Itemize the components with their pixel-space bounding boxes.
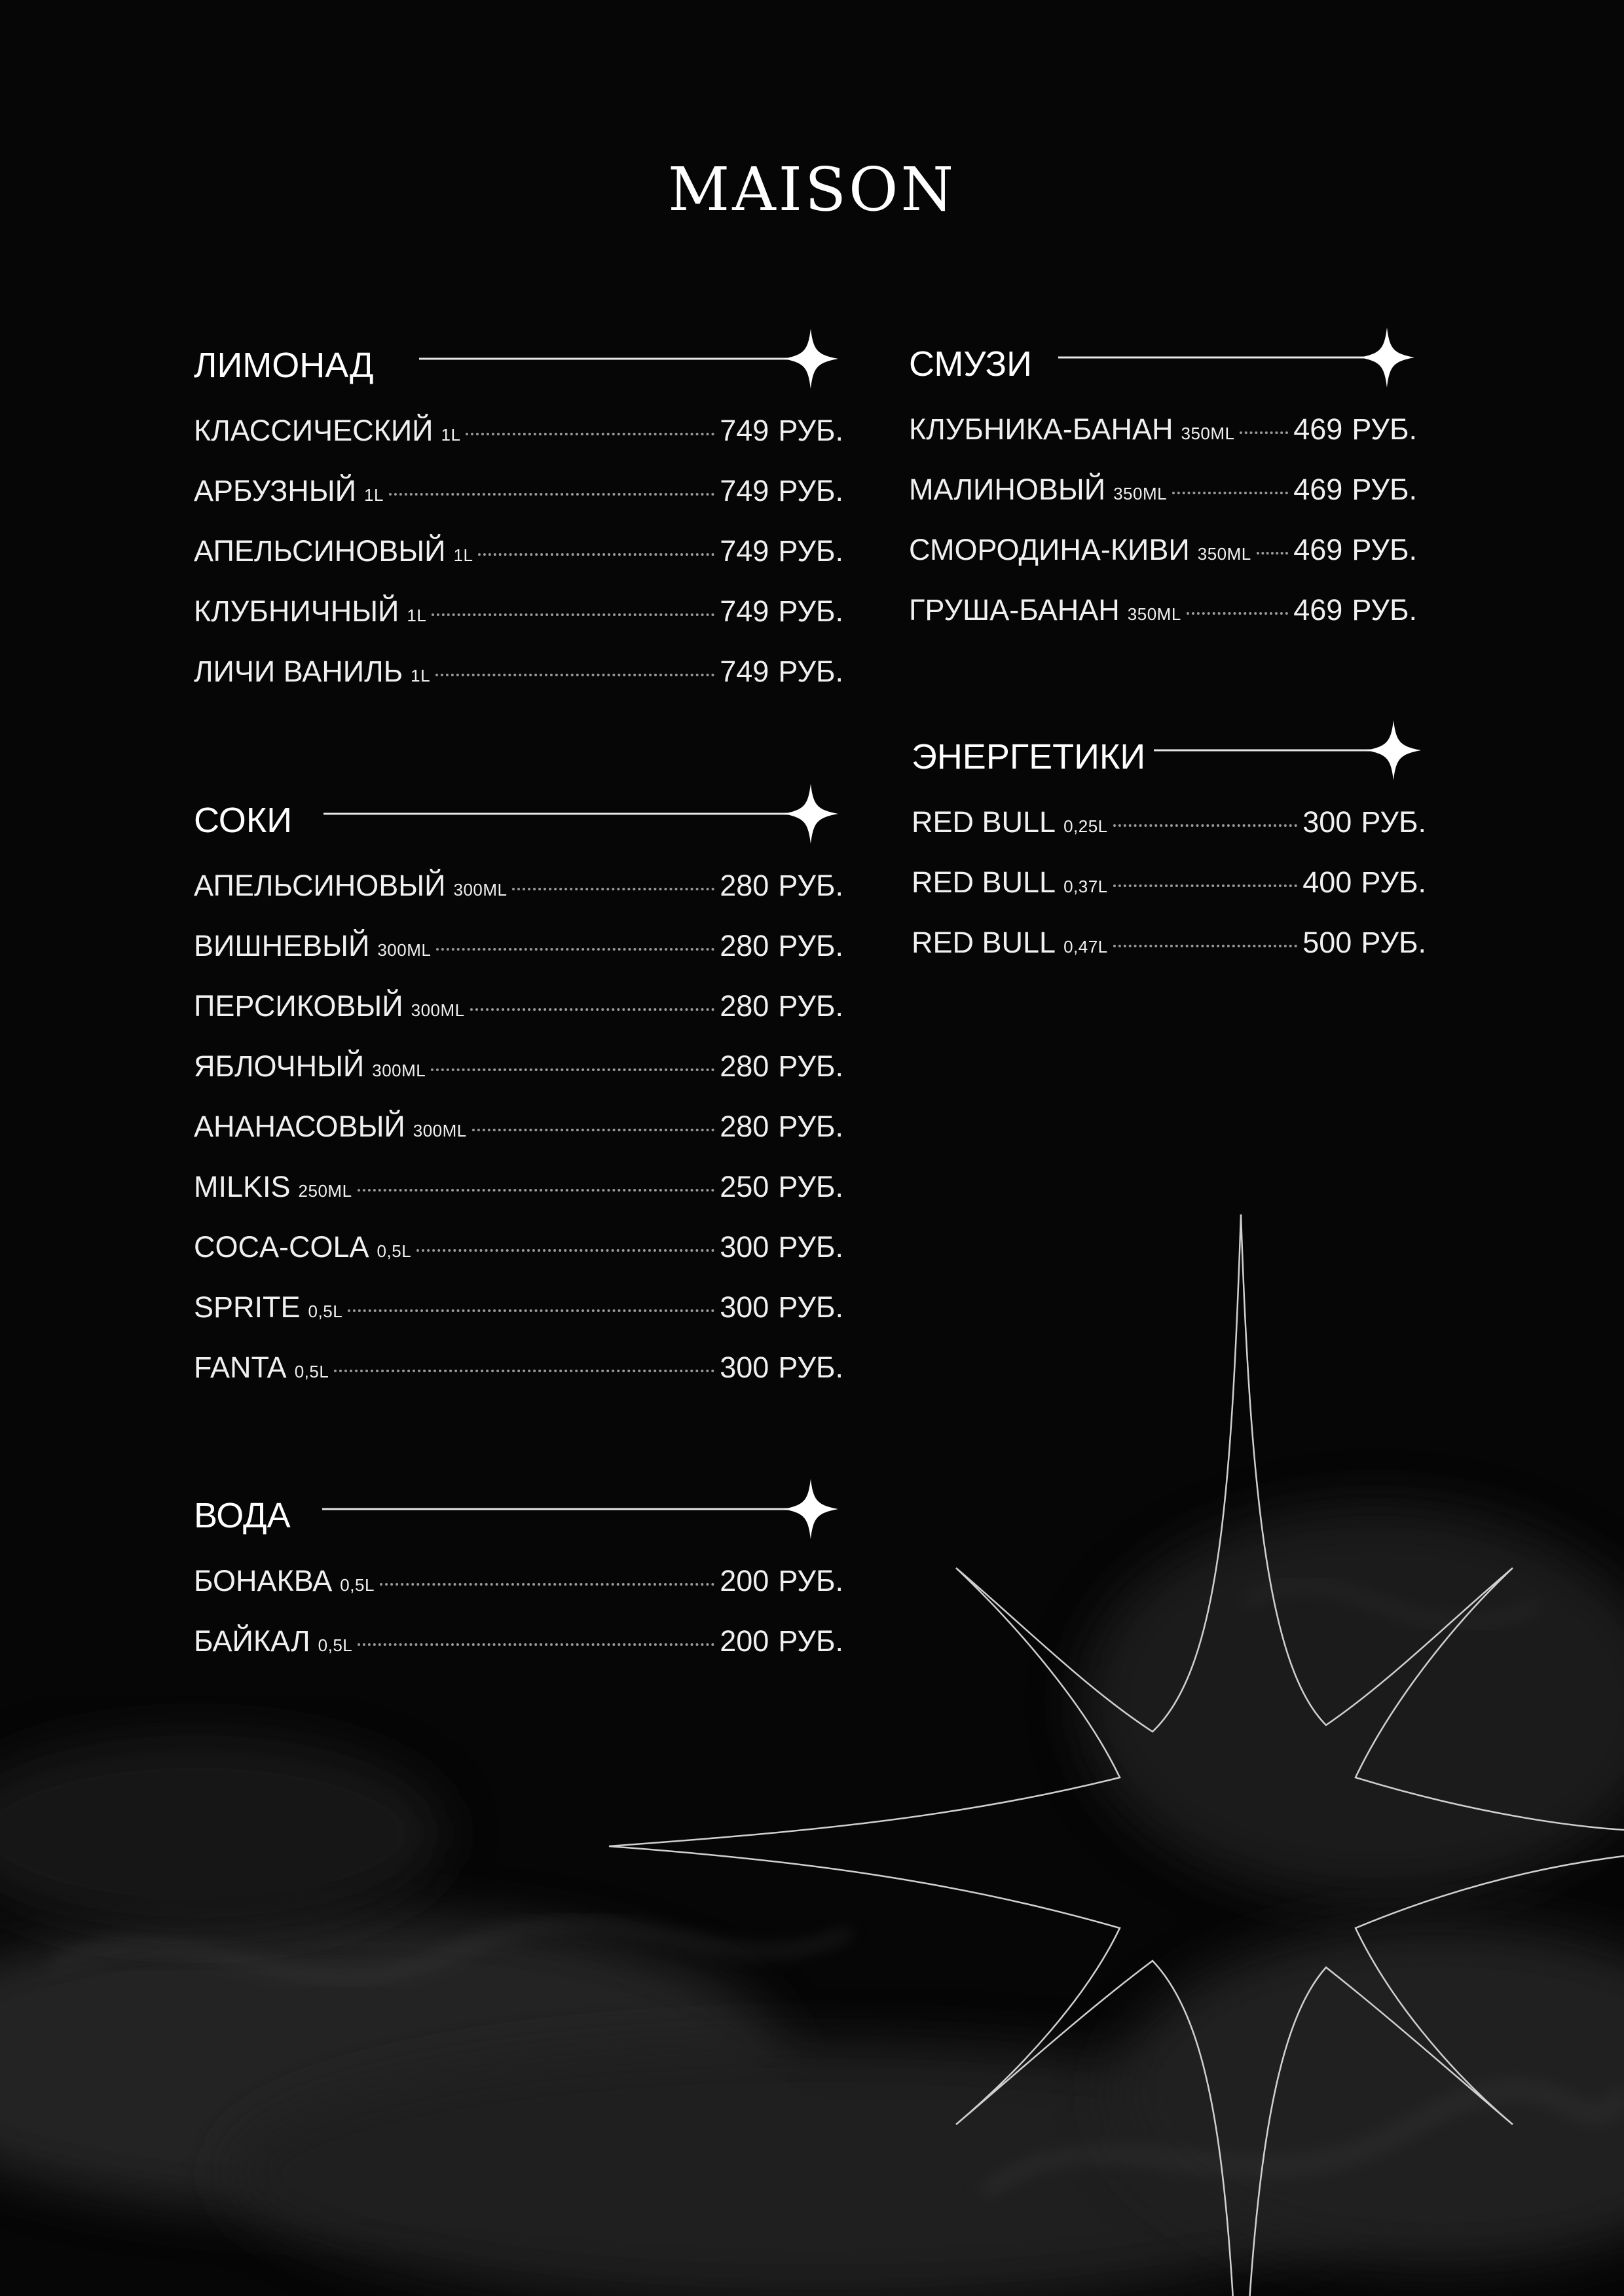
item-price: 280 — [720, 1049, 769, 1083]
item-name: БОНАКВА — [194, 1564, 333, 1597]
item-name: SPRITE — [194, 1290, 301, 1324]
item-volume: 0,47L — [1063, 937, 1108, 957]
item-price: 500 — [1302, 926, 1352, 959]
item-volume: 0,5L — [340, 1575, 375, 1595]
item-currency: РУБ. — [1352, 412, 1417, 446]
item-currency: РУБ. — [778, 1351, 843, 1384]
dot-leader — [1257, 549, 1288, 555]
item-currency: РУБ. — [1361, 926, 1426, 959]
dot-leader — [416, 1247, 714, 1252]
item-price: 200 — [720, 1624, 769, 1658]
dot-leader — [358, 1186, 715, 1192]
menu-item — [194, 1622, 843, 1682]
item-currency: РУБ. — [778, 414, 843, 447]
item-currency: РУБ. — [1352, 593, 1417, 627]
item-price: 300 — [1302, 805, 1352, 839]
item-currency: РУБ. — [778, 869, 843, 902]
item-price: 300 — [720, 1290, 769, 1324]
item-name: СМОРОДИНА-КИВИ — [909, 533, 1190, 566]
item-volume: 300ML — [372, 1061, 426, 1080]
item-volume: 1L — [407, 606, 427, 625]
item-currency: РУБ. — [778, 1624, 843, 1658]
item-price: 469 — [1293, 533, 1343, 566]
item-price: 749 — [720, 414, 769, 447]
menu-item — [194, 987, 843, 1047]
item-volume: 300ML — [453, 880, 507, 900]
menu-item — [194, 652, 843, 712]
item-name: АНАНАСОВЫЙ — [194, 1110, 405, 1143]
menu-item — [194, 1107, 843, 1167]
item-currency: РУБ. — [778, 655, 843, 688]
item-name: ГРУША-БАНАН — [909, 593, 1120, 627]
menu-item — [194, 471, 843, 532]
item-name: ЛИЧИ ВАНИЛЬ — [194, 655, 403, 688]
item-name: КЛАССИЧЕСКИЙ — [194, 414, 434, 447]
brand-logo: MAISON — [668, 155, 956, 225]
item-volume: 350ML — [1197, 544, 1251, 564]
item-volume: 0,5L — [294, 1362, 329, 1381]
item-currency: РУБ. — [1361, 866, 1426, 899]
item-list — [194, 866, 843, 1408]
item-volume: 0,5L — [318, 1635, 353, 1655]
menu-item — [194, 1228, 843, 1288]
section-juices — [194, 788, 843, 1408]
menu-item — [912, 923, 1426, 983]
item-price: 469 — [1293, 412, 1343, 446]
menu-item — [194, 1167, 843, 1228]
item-price: 469 — [1293, 473, 1343, 506]
dot-leader — [389, 490, 714, 496]
item-list — [194, 1561, 843, 1682]
item-currency: РУБ. — [778, 929, 843, 962]
dot-leader — [436, 945, 714, 951]
item-price: 469 — [1293, 593, 1343, 627]
item-currency: РУБ. — [1352, 473, 1417, 506]
item-currency: РУБ. — [778, 1170, 843, 1203]
dot-leader — [348, 1307, 714, 1312]
item-name: БАЙКАЛ — [194, 1624, 310, 1658]
item-name: COCA-COLA — [194, 1230, 369, 1264]
section-energy-drinks — [912, 724, 1426, 983]
item-list — [909, 410, 1417, 651]
item-volume: 0,5L — [308, 1302, 343, 1321]
dot-leader — [435, 671, 714, 676]
item-currency: РУБ. — [1352, 533, 1417, 566]
dot-leader — [472, 1126, 714, 1131]
section-smoothies — [909, 331, 1417, 651]
dot-leader — [512, 885, 714, 890]
item-name: ПЕРСИКОВЫЙ — [194, 989, 403, 1023]
menu-item — [909, 591, 1417, 651]
item-price: 200 — [720, 1564, 769, 1597]
item-name: АПЕЛЬСИНОВЫЙ — [194, 534, 446, 568]
item-name: АРБУЗНЫЙ — [194, 474, 356, 507]
dot-leader — [334, 1367, 714, 1372]
item-volume: 1L — [453, 545, 473, 565]
item-currency: РУБ. — [778, 1110, 843, 1143]
item-currency: РУБ. — [778, 1230, 843, 1264]
dot-leader — [470, 1006, 715, 1011]
item-volume: 0,37L — [1063, 877, 1108, 896]
item-name: RED BULL — [912, 926, 1056, 959]
item-volume: 0,25L — [1063, 816, 1108, 836]
item-volume: 1L — [363, 485, 384, 505]
item-list — [912, 803, 1426, 983]
dot-leader — [380, 1580, 714, 1586]
item-volume: 350ML — [1181, 424, 1235, 443]
dot-leader — [1113, 882, 1298, 887]
dot-leader — [1187, 610, 1288, 615]
menu-item — [194, 1561, 843, 1622]
dot-leader — [1113, 822, 1298, 827]
item-currency: РУБ. — [778, 1049, 843, 1083]
item-price: 749 — [720, 474, 769, 507]
item-volume: 0,5L — [377, 1241, 412, 1261]
item-currency: РУБ. — [778, 1564, 843, 1597]
item-price: 280 — [720, 989, 769, 1023]
dot-leader — [431, 1066, 714, 1071]
item-volume: 250ML — [298, 1181, 352, 1201]
item-price: 280 — [720, 869, 769, 902]
dot-leader — [358, 1641, 714, 1646]
menu-item — [909, 410, 1417, 470]
item-currency: РУБ. — [1361, 805, 1426, 839]
item-name: MILKIS — [194, 1170, 291, 1203]
item-name: ЯБЛОЧНЫЙ — [194, 1049, 365, 1083]
item-price: 300 — [720, 1351, 769, 1384]
menu-item — [194, 592, 843, 652]
item-name: RED BULL — [912, 805, 1056, 839]
menu-item — [909, 530, 1417, 591]
item-price: 300 — [720, 1230, 769, 1264]
section-title: СОКИ — [194, 801, 293, 840]
item-currency: РУБ. — [778, 474, 843, 507]
item-currency: РУБ. — [778, 534, 843, 568]
item-volume: 350ML — [1113, 484, 1168, 503]
item-currency: РУБ. — [778, 594, 843, 628]
section-title: ЭНЕРГЕТИКИ — [912, 737, 1146, 776]
item-volume: 350ML — [1127, 604, 1181, 624]
section-lemonade — [194, 333, 843, 712]
item-price: 749 — [720, 534, 769, 568]
item-price: 749 — [720, 594, 769, 628]
menu-item — [194, 1047, 843, 1107]
item-name: КЛУБНИКА-БАНАН — [909, 412, 1173, 446]
menu-item — [194, 1288, 843, 1348]
menu-item — [194, 411, 843, 471]
item-price: 400 — [1302, 866, 1352, 899]
item-volume: 300ML — [411, 1000, 465, 1020]
menu-item — [912, 803, 1426, 863]
dot-leader — [1172, 489, 1288, 494]
section-title: ВОДА — [194, 1496, 291, 1535]
dot-leader — [1240, 429, 1288, 434]
dot-leader — [1113, 942, 1298, 947]
item-list — [194, 411, 843, 712]
dot-leader — [466, 430, 714, 435]
item-volume: 300ML — [413, 1121, 467, 1140]
item-price: 749 — [720, 655, 769, 688]
item-name: АПЕЛЬСИНОВЫЙ — [194, 869, 446, 902]
menu-item — [194, 866, 843, 926]
item-price: 280 — [720, 929, 769, 962]
menu-item — [909, 470, 1417, 530]
item-currency: РУБ. — [778, 1290, 843, 1324]
item-price: 250 — [720, 1170, 769, 1203]
item-volume: 300ML — [377, 940, 432, 960]
section-title: ЛИМОНАД — [194, 346, 374, 385]
menu-item — [912, 863, 1426, 923]
dot-leader — [432, 611, 714, 616]
item-name: FANTA — [194, 1351, 287, 1384]
item-price: 280 — [720, 1110, 769, 1143]
item-name: КЛУБНИЧНЫЙ — [194, 594, 399, 628]
section-water — [194, 1483, 843, 1682]
menu-item — [194, 1348, 843, 1408]
item-currency: РУБ. — [778, 989, 843, 1023]
item-name: RED BULL — [912, 866, 1056, 899]
item-name: МАЛИНОВЫЙ — [909, 473, 1106, 506]
item-volume: 1L — [411, 666, 431, 685]
dot-leader — [478, 551, 714, 556]
item-name: ВИШНЕВЫЙ — [194, 929, 370, 962]
menu-item — [194, 532, 843, 592]
menu-item — [194, 926, 843, 987]
item-volume: 1L — [441, 425, 461, 445]
section-title: СМУЗИ — [909, 344, 1032, 384]
